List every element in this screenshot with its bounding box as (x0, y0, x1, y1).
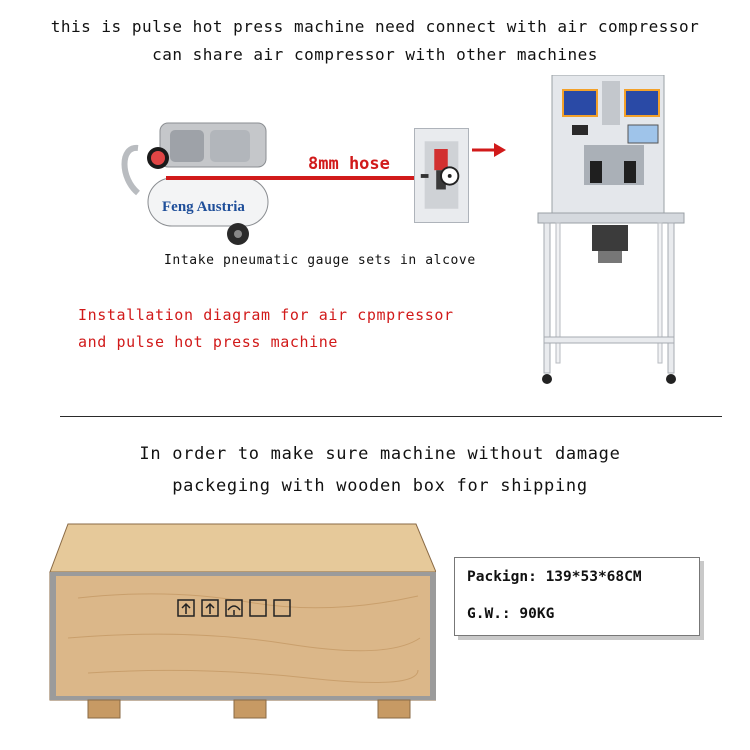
installation-title-line-2: and pulse hot press machine (78, 333, 339, 351)
packaging-line-2: packeging with wooden box for shipping (172, 476, 588, 496)
installation-title-line-1: Installation diagram for air cpmpressor (78, 306, 454, 324)
gross-weight-text: G.W.: 90KG (467, 606, 555, 622)
headline-line-1: this is pulse hot press machine need connect with air compressor (50, 17, 700, 36)
headline-line-2: can share air compressor with other machines (152, 45, 598, 64)
arrow-right-icon (472, 140, 506, 160)
spec-box (454, 557, 700, 636)
air-compressor-image (118, 118, 276, 246)
pneumatic-gauge-alcove (414, 128, 469, 223)
package-size-text: Packign: 139*53*68CM (467, 569, 642, 585)
hose-line (166, 176, 414, 180)
hose-label: 8mm hose (308, 154, 390, 174)
packaging-line-1: In order to make sure machine without damage (139, 444, 621, 464)
compressor-brand-label: Feng Austria (162, 199, 245, 215)
wooden-crate-image (48, 518, 436, 720)
section-divider (60, 416, 722, 417)
intake-caption: Intake pneumatic gauge sets in alcove (164, 253, 476, 268)
pulse-hot-press-machine-image (532, 75, 688, 393)
